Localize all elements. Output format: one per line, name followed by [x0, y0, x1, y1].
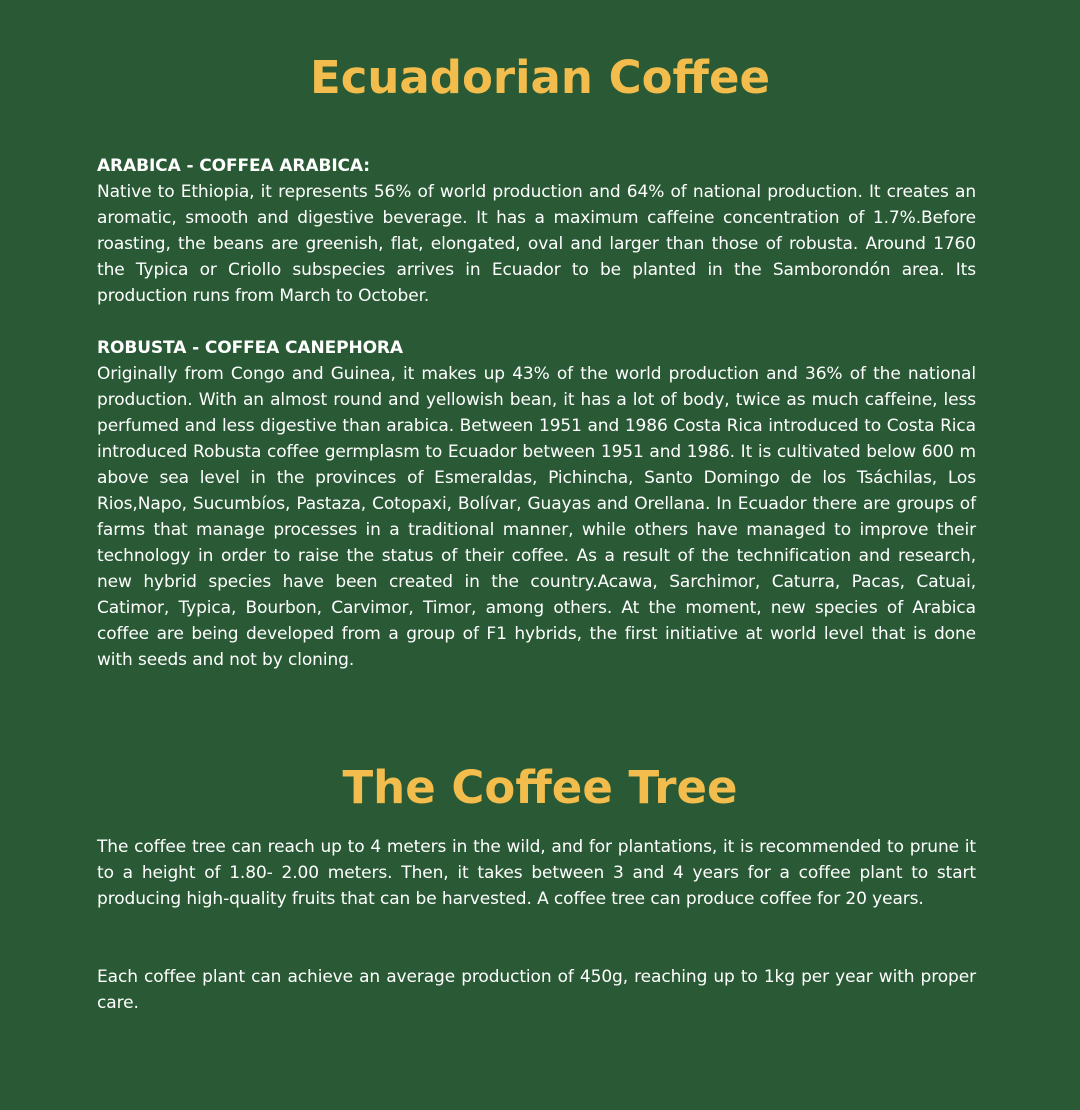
robusta-body: Originally from Congo and Guinea, it makes up 43% of the world production and 36% of the national production. With an almost round and yellowish bean, it has a lot of body, twice as much caffeine, less perfumed and less digestive than arabica. Between 1951 and 1986 Costa Rica introduced to Costa Rica introduced Robusta coffee germplasm to Ecuador between 1951 and 1986. It is cultivated below 600 m above sea level in the provinces of Esmeraldas, Pichincha, Santo Domingo de los Tsáchilas, Los Rios,Napo, Sucumbíos, Pastaza, Cotopaxi, Bolívar, Guayas and Orellana. In Ecuador there are groups of farms that manage processes in a traditional manner, while others have managed to improve their technology in order to raise the status of their coffee. As a result of the technification and research, new hybrid species have been created in the country.Acawa, Sarchimor, Caturra, Pacas, Catuai, Catimor, Typica, Bourbon, Carvimor, Timor, among others. At the moment, new species of Arabica coffee are being developed from a group of F1 hybrids, the first initiative at world level that is done with seeds and not by cloning.: [97, 364, 976, 670]
coffee-tree-paragraph-2: Each coffee plant can achieve an average production of 450g, reaching up to 1kg per year with proper care.: [97, 967, 976, 1013]
arabica-heading: ARABICA - COFFEA ARABICA:: [97, 156, 370, 176]
robusta-section: [97, 335, 976, 673]
arabica-section: [97, 153, 976, 309]
coffee-tree-paragraph-1: The coffee tree can reach up to 4 meters in the wild, and for plantations, it is recommended to prune it to a height of 1.80- 2.00 meters. Then, it takes between 3 and 4 years for a coffee plant to start producing high-quality fruits that can be harvested. A coffee tree can produce coffee for 20 years.: [97, 837, 976, 909]
page-title: Ecuadorian Coffee: [309, 51, 771, 104]
arabica-body: Native to Ethiopia, it represents 56% of world production and 64% of national production. It creates an aromatic, smooth and digestive beverage. It has a maximum caffeine concentration of 1.7%.Before roasting, the beans are greenish, flat, elongated, oval and larger than those of robusta. Around 1760 the Typica or Criollo subspecies arrives in Ecuador to be planted in the Samborondón area. Its production runs from March to October.: [97, 182, 976, 306]
coffee-tree-title: The Coffee Tree: [342, 761, 738, 814]
robusta-heading: ROBUSTA - COFFEA CANEPHORA: [97, 338, 403, 358]
